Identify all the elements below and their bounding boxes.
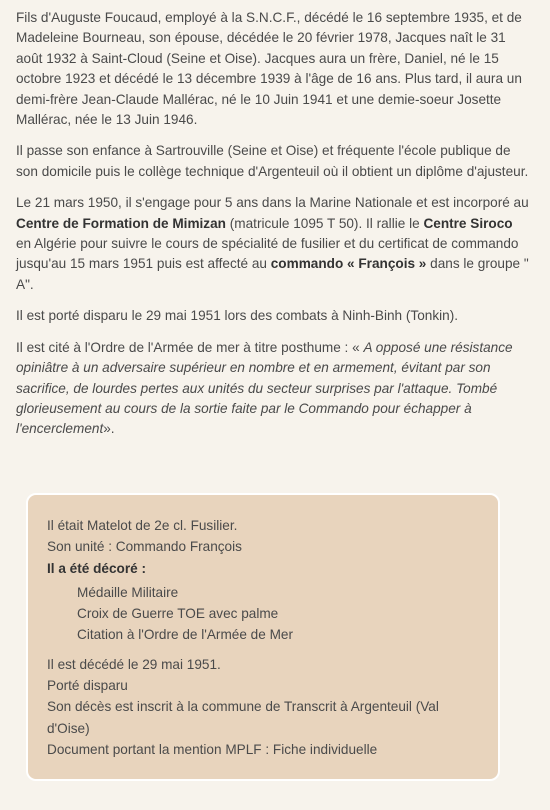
citation-quote: A opposé une résistance opiniâtre à un adversaire supérieur en nombre et en armement, évitant par son sacrifice, de lourdes pertes aux unités du secteur surprises par l'attaque. Tombé glorieusement au cours de la sortie faite par le Commando pour échapper à l'encerclement <box>16 339 513 437</box>
medals-list <box>77 582 480 646</box>
enlistment-text-3: en Algérie pour suivre le cours de spécialité de fusilier et du certificat de commando jusqu'au 15 mars 1951 puis est affecté au <box>16 236 519 272</box>
rank-line: Il était Matelot de 2e cl. Fusilier. <box>47 518 238 533</box>
commando-name: commando « François » <box>270 256 427 272</box>
enlistment-text-4: dans le groupe " A". <box>16 256 529 292</box>
missing-line: Porté disparu <box>47 678 128 694</box>
death-line: Il est décédé le 29 mai 1951. <box>47 656 221 672</box>
medal-item: Croix de Guerre TOE avec palme <box>77 606 279 622</box>
citation-intro: Il est cité à l'Ordre de l'Armée de mer à titre posthume : « <box>16 339 364 355</box>
unit-line: Son unité : Commando François <box>47 539 242 555</box>
enlistment-text-1: Le 21 mars 1950, il s'engage pour 5 ans dans la Marine Nationale et est incorporé au <box>16 195 529 211</box>
paragraph-enlistment <box>16 193 530 295</box>
training-center-name: Centre de Formation de Mimizan <box>16 215 226 231</box>
siroco-center-name: Centre Siroco <box>423 215 513 231</box>
paragraph-citation <box>16 338 530 440</box>
paragraph-family: Fils d'Auguste Foucaud, employé à la S.N.C.F., décédé le 16 septembre 1935, et de Madeleine Bourneau, son épouse, décédée le 20 février 1978, Jacques naît le 31 août 1932 à Saint-Cloud (Seine et Oise). Jacques aura un frère, Daniel, né le 15 octobre 1923 et décédé le 13 décembre 1939 à l'âge de 16 ans. Plus tard, il aura un demi-frère Jean-Claude Mallérac, né le 10 Juin 1941 et une demie-soeur Josette Mallérac, née le 13 Juin 1946. <box>16 10 522 128</box>
paragraph-childhood: Il passe son enfance à Sartrouville (Seine et Oise) et fréquente l'école publique de son domicile puis le collège technique d'Argenteuil où il obtient un diplôme d'ajusteur. <box>16 143 529 179</box>
inscription-line: Son décès est inscrit à la commune de Transcrit à Argenteuil (Val d'Oise) <box>47 699 439 736</box>
medal-item: Citation à l'Ordre de l'Armée de Mer <box>77 627 293 643</box>
medal-item: Médaille Militaire <box>77 584 179 600</box>
decorated-heading: Il a été décoré : <box>47 560 146 576</box>
paragraph-missing: Il est porté disparu le 29 mai 1951 lors des combats à Ninh-Binh (Tonkin). <box>16 308 459 324</box>
service-record-card <box>26 493 500 781</box>
enlistment-text-2: (matricule 1095 T 50). Il rallie le <box>225 215 424 231</box>
citation-end: ». <box>103 421 115 437</box>
document-line: Document portant la mention MPLF : Fiche individuelle <box>47 741 378 757</box>
